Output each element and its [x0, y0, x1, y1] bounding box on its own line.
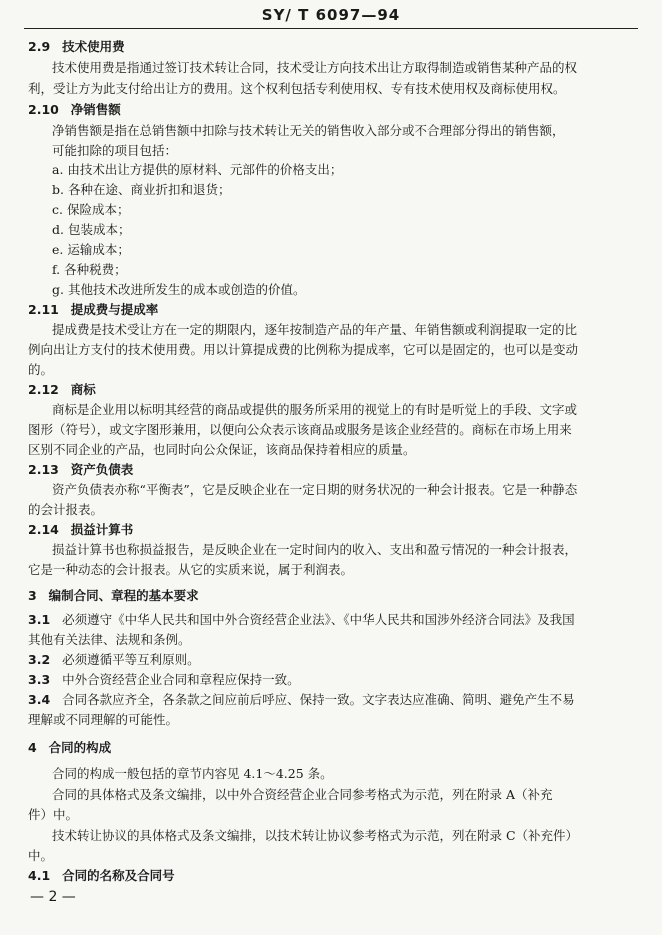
section-heading: 4.1 合同的名称及合同号: [28, 868, 175, 883]
paragraph-line: 合同的具体格式及条文编排，以中外合资经营企业合同参考格式为示范，列在附录 A（补充: [52, 787, 553, 802]
list-item: e. 运输成本；: [52, 242, 130, 257]
list-item: d. 包装成本；: [52, 222, 131, 237]
paragraph-line: 图形（符号），或文字图形兼用，以便向公众表示该商品或服务是该企业经营的。商标在市场上用来: [28, 422, 572, 437]
chapter-heading: 4 合同的构成: [28, 740, 112, 755]
paragraph-line: 可能扣除的项目包括：: [52, 143, 178, 158]
section-heading: 2.10 净销售额: [28, 102, 121, 117]
paragraph-line: 件）中。: [28, 807, 79, 822]
paragraph-line: 损益计算书也称损益报告，是反映企业在一定时间内的收入、支出和盈亏情况的一种会计报表，: [52, 542, 578, 557]
chapter-heading: 3 编制合同、章程的基本要求: [28, 588, 199, 603]
page-number: — 2 —: [30, 889, 76, 905]
paragraph-line: 技术使用费是指通过签订技术转让合同，技术受让方向技术出让方取得制造或销售某种产品的权: [52, 60, 578, 75]
page-header: SY/ T 6097—94: [261, 6, 401, 24]
section-heading: 2.11 提成费与提成率: [28, 302, 159, 317]
list-item: f. 各种税费；: [52, 262, 127, 277]
paragraph-line: 提成费是技术受让方在一定的期限内，逐年按制造产品的年产量、年销售额或利润提取一定的比: [52, 322, 578, 337]
section-heading: 2.14 损益计算书: [28, 522, 134, 537]
paragraph-line: 它是一种动态的会计报表。从它的实质来说，属于利润表。: [28, 562, 354, 577]
paragraph-line: 净销售额是指在总销售额中扣除与技术转让无关的销售收入部分或不合理部分得出的销售额，: [52, 123, 565, 138]
paragraph-line: 商标是企业用以标明其经营的商品或提供的服务所采用的视觉上的有时是听觉上的手段、文字或: [52, 402, 578, 417]
paragraph-line: 合同的构成一般包括的章节内容见 4.1～4.25 条。: [52, 766, 333, 781]
paragraph-line: 的。: [28, 362, 54, 377]
list-item: g. 其他技术改进所发生的成本或创造的价值。: [52, 282, 306, 297]
paragraph-line: 利，受让方为此支付给出让方的费用。这个权利包括专利使用权、专有技术使用权及商标使用权。: [28, 81, 566, 96]
list-item: b. 各种在途、商业折扣和退货；: [52, 182, 231, 197]
section-heading: 2.12 商标: [28, 382, 96, 397]
paragraph-line: 技术转让协议的具体格式及条文编排，以技术转让协议参考格式为示范，列在附录 C（补充件）: [52, 828, 579, 843]
section-heading: 2.9 技术使用费: [28, 39, 125, 54]
paragraph-line: 区别不同企业的产品，也同时向公众保证，该商品保持着相应的质量。: [28, 442, 416, 457]
clause-line: 3.3 中外合资经营企业合同和章程应保持一致。: [28, 672, 300, 687]
paragraph-line: 资产负债表亦称“平衡表”，它是反映企业在一定日期的财务状况的一种会计报表。它是一种静态: [52, 482, 578, 497]
clause-line: 3.4 合同各款应齐全，各条款之间应前后呼应、保持一致。文字表达应准确、简明、避免产生不易: [28, 692, 575, 707]
header-rule: [24, 28, 638, 29]
paragraph-line: 中。: [28, 848, 54, 863]
paragraph-line: 理解或不同理解的可能性。: [28, 712, 179, 727]
section-heading: 2.13 资产负债表: [28, 462, 134, 477]
list-item: c. 保险成本；: [52, 202, 130, 217]
paragraph-line: 的会计报表。: [28, 502, 104, 517]
list-item: a. 由技术出让方提供的原材料、元部件的价格支出；: [52, 162, 343, 177]
clause-line: 3.2 必须遵循平等互利原则。: [28, 652, 200, 667]
paragraph-line: 例向出让方支付的技术使用费。用以计算提成费的比例称为提成率，它可以是固定的，也可以是变动: [28, 342, 579, 357]
paragraph-line: 其他有关法律、法规和条例。: [28, 632, 191, 647]
clause-line: 3.1 必须遵守《中华人民共和国中外合资经营企业法》、《中华人民共和国涉外经济合同法》及我国: [28, 612, 575, 627]
